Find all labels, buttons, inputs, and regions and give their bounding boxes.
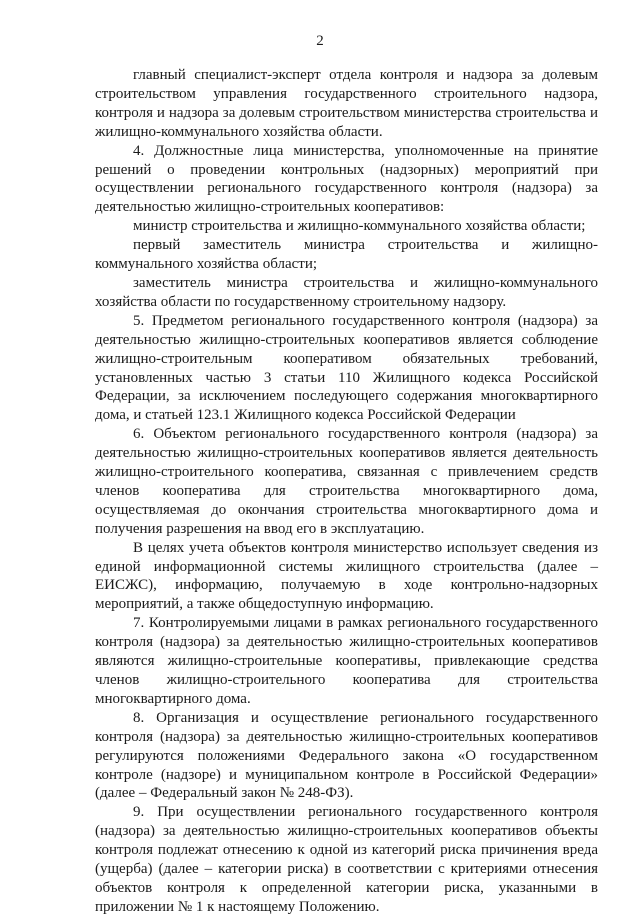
list-item-minister: министр строительства и жилищно-коммунального хозяйства области; [133, 218, 586, 235]
paragraph-6-object: 6. Объектом регионального государственного контроля (надзора) за деятельностью жилищно-строительных кооперативов является деятельность жилищно-строительного кооператива, связанная с привлечением средств членов кооператива для строительства многоквартирного дома, осуществляемая до окончания строительства многоквартирного дома и получения разрешения на ввод его в эксплуатацию. [95, 426, 598, 537]
list-item-first-deputy: первый заместитель министра строительства и жилищно-коммунального хозяйства области; [95, 237, 598, 273]
list-item-deputy: заместитель министра строительства и жилищно-коммунального хозяйства области по государственному строительному надзору. [95, 274, 598, 310]
paragraph-4-officials: 4. Должностные лица министерства, уполномоченные на принятие решений о проведении контрольных (надзорных) мероприятий при осуществлении регионального государственного контроля (надзора) за деятельностью жилищно-строительных кооперативов: [95, 142, 598, 216]
paragraph-eisjs: В целях учета объектов контроля министерство использует сведения из единой информационной системы жилищного строительства (далее – ЕИСЖС), информацию, получаемую в ходе контрольно-надзорных мероприятий, а также общедоступную информацию. [95, 539, 598, 613]
document-body [95, 66, 598, 917]
paragraph-staff-list-end: главный специалист-эксперт отдела контроля и надзора за долевым строительством управления государственного строительного надзора, контроля и надзора за долевым строительством министерства строительства и жилищно-коммунального хозяйства области. [95, 67, 598, 140]
paragraph-5-subject: 5. Предметом регионального государственного контроля (надзора) за деятельностью жилищно-строительных кооперативов является соблюдение жилищно-строительным кооперативом обязательных требований, установленных частью 3 статьи 110 Жилищного кодекса Российской Федерации, за исключением последующего содержания многоквартирного дома, и статьей 123.1 Жилищного кодекса Российской Федерации [95, 312, 598, 424]
paragraph-7-controlled-persons: 7. Контролируемыми лицами в рамках регионального государственного контроля (надзора) за деятельностью жилищно-строительных кооперативов являются жилищно-строительные кооперативы, привлекающие средства членов жилищно-строительного кооператива для строительства многоквартирного дома. [95, 615, 598, 707]
paragraph-8-regulation: 8. Организация и осуществление регионального государственного контроля (надзора) за деятельностью жилищно-строительных кооперативов регулируются положениями Федерального закона «О государственном контроле (надзоре) и муниципальном контроле в Российской Федерации» (далее – Федеральный закон № 248-ФЗ). [95, 709, 598, 802]
page-number: 2 [316, 33, 324, 49]
paragraph-9-risk-categories: 9. При осуществлении регионального государственного контроля (надзора) за деятельностью жилищно-строительных кооперативов объекты контроля подлежат отнесению к одной из категорий риска причинения вреда (ущерба) (далее – категории риска) в соответствии с критериями отнесения объектов контроля к определенной категории риска, указанными в приложении № 1 к настоящему Положению. [95, 804, 598, 915]
